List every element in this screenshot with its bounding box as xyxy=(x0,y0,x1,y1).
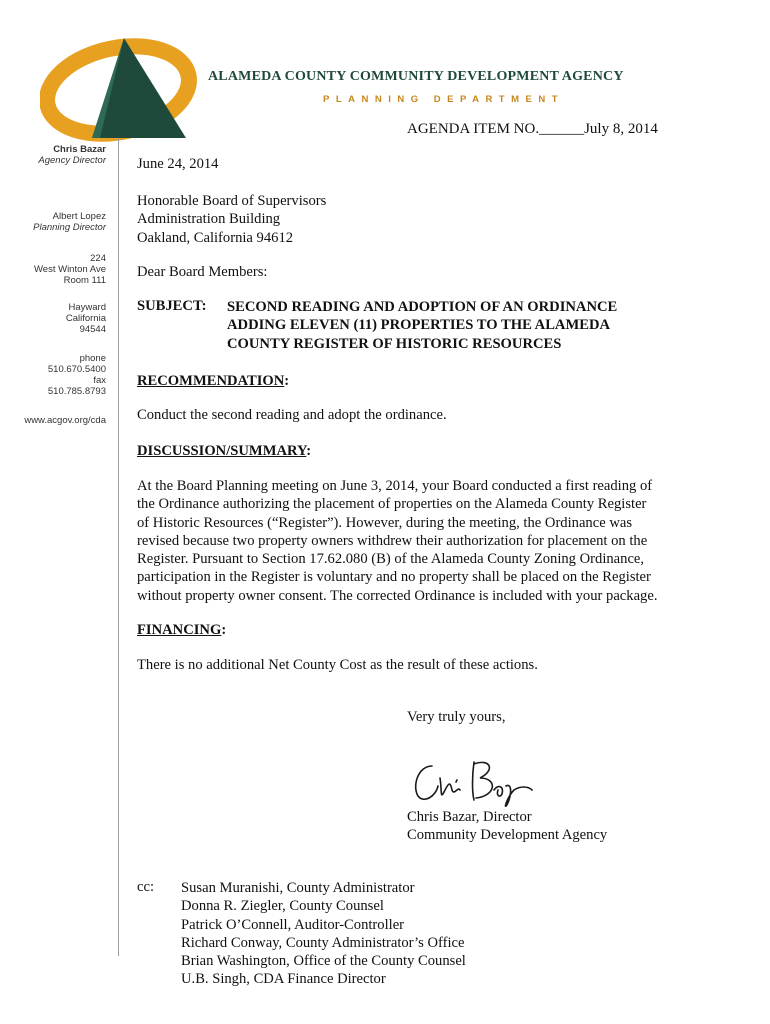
discussion-line: revised because two property owners withdrew their authorization for placement on the xyxy=(137,532,648,549)
financing-text: There is no additional Net County Cost as the result of these actions. xyxy=(137,657,538,673)
planning-director-name: Albert Lopez xyxy=(52,211,106,222)
signer-block xyxy=(407,808,607,845)
phone-label: phone xyxy=(79,353,106,364)
signer-organization: Community Development Agency xyxy=(407,827,608,844)
discussion-heading-text: DISCUSSION/SUMMARY xyxy=(137,443,307,459)
cc-recipient: Donna R. Ziegler, County Counsel xyxy=(181,898,384,915)
addressee-line: Oakland, California 94612 xyxy=(137,229,294,246)
department-name: PLANNING DEPARTMENT xyxy=(323,94,565,105)
subject-line: SECOND READING AND ADOPTION OF AN ORDINANCE xyxy=(227,299,618,315)
recommendation-text: Conduct the second reading and adopt the ordinance. xyxy=(137,407,447,423)
subject-text xyxy=(227,298,657,353)
phone-number: 510.670.5400 xyxy=(47,364,106,375)
city-line: California xyxy=(65,313,106,324)
fax-label: fax xyxy=(93,375,106,386)
address-line: West Winton Ave xyxy=(34,264,106,275)
signer-name: Chris Bazar, Director xyxy=(407,809,532,825)
discussion-line: participation in the Register is voluntary and no property shall be placed on the Register xyxy=(137,569,651,586)
director-name: Chris Bazar xyxy=(53,144,106,155)
fax-number: 510.785.8793 xyxy=(47,386,106,397)
closing: Very truly yours, xyxy=(407,709,506,725)
financing-heading-text: FINANCING xyxy=(137,622,222,638)
cc-recipient: Patrick O’Connell, Auditor-Controller xyxy=(181,916,405,933)
recommendation-heading: RECOMMENDATION: xyxy=(137,373,290,389)
subject-line: COUNTY REGISTER OF HISTORIC RESOURCES xyxy=(227,335,562,352)
website-link: www.acgov.org/cda xyxy=(24,415,106,426)
discussion-line: of Historic Resources (“Register”). However, during the meeting, the Ordinance was xyxy=(137,514,633,531)
agency-name: ALAMEDA COUNTY COMMUNITY DEVELOPMENT AGENCY xyxy=(208,69,624,84)
subject-line: ADDING ELEVEN (11) PROPERTIES TO THE ALAMEDA xyxy=(227,317,611,334)
discussion-paragraph xyxy=(137,477,657,605)
letter-date: June 24, 2014 xyxy=(137,156,219,172)
discussion-heading: DISCUSSION/SUMMARY: xyxy=(137,443,312,459)
cc-label: cc: xyxy=(137,879,155,895)
discussion-line: At the Board Planning meeting on June 3, 2014, your Board conducted a first reading of xyxy=(137,478,653,494)
addressee-block xyxy=(137,192,326,247)
city-line: Hayward xyxy=(68,302,106,313)
cc-recipient: Richard Conway, County Administrator’s Office xyxy=(181,934,465,951)
financing-heading: FINANCING: xyxy=(137,622,227,638)
recommendation-heading-text: RECOMMENDATION xyxy=(137,373,285,389)
agenda-item: AGENDA ITEM NO.______July 8, 2014 xyxy=(407,121,658,137)
director-title: Agency Director xyxy=(38,155,106,166)
cc-recipient: Brian Washington, Office of the County Counsel xyxy=(181,953,466,970)
cc-recipient: Susan Muranishi, County Administrator xyxy=(181,880,415,896)
agency-logo-icon xyxy=(40,26,200,146)
cc-list xyxy=(181,879,466,989)
addressee-line: Honorable Board of Supervisors xyxy=(137,193,327,209)
planning-director-title: Planning Director xyxy=(33,222,106,233)
sidebar-divider xyxy=(118,138,119,956)
discussion-line: Register. Pursuant to Section 17.62.080 (B) of the Alameda County Zoning Ordinance, xyxy=(137,551,645,568)
discussion-line: without property owner consent. The corrected Ordinance is included with your package. xyxy=(137,587,658,604)
discussion-line: the Ordinance authorizing the placement of properties on the Alameda County Register xyxy=(137,496,647,513)
cc-recipient: U.B. Singh, CDA Finance Director xyxy=(181,971,386,988)
salutation: Dear Board Members: xyxy=(137,264,268,280)
city-line: 94544 xyxy=(79,324,106,335)
address-line: Room 111 xyxy=(63,275,106,286)
address-line: 224 xyxy=(90,253,106,264)
addressee-line: Administration Building xyxy=(137,211,281,228)
signature-icon xyxy=(410,756,535,808)
subject-label: SUBJECT: xyxy=(137,298,207,314)
